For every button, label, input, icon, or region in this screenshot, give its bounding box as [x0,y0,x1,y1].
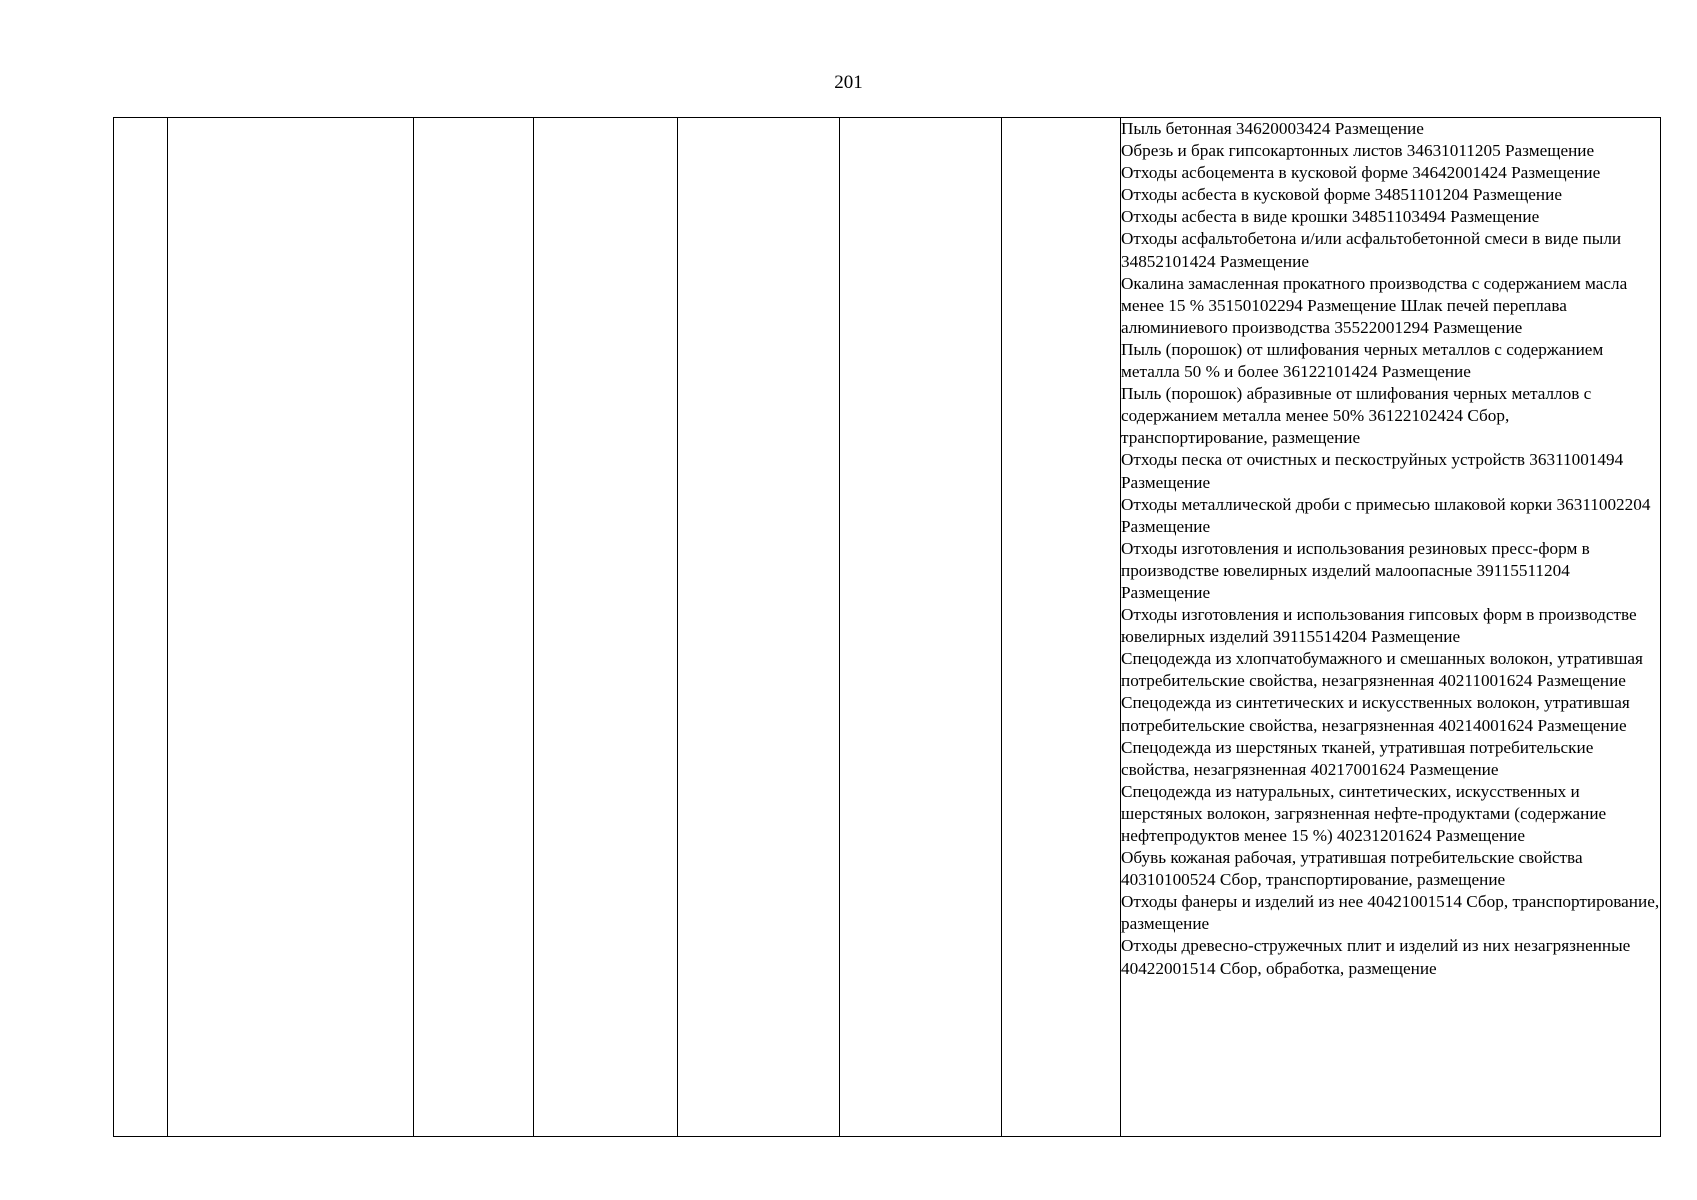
waste-entry: Спецодежда из натуральных, синтетических, искусственных и шерстяных волокон, загрязненная нефте-продуктами (содержание нефтепродуктов менее 15 %) 40231201624 Размещение [1121,781,1607,845]
registry-table [113,117,1661,1137]
waste-entry: Спецодежда из шерстяных тканей, утратившая потребительские свойства, незагрязненная 40217001624 Размещение [1121,737,1594,779]
cell-col-5 [678,118,840,1137]
waste-entry: Обрезь и брак гипсокартонных листов 34631011205 Размещение [1121,141,1595,161]
waste-entry: Спецодежда из синтетических и искусственных волокон, утратившая потребительские свойства, незагрязненная 40214001624 Размещение [1121,693,1630,735]
waste-entry: Спецодежда из хлопчатобумажного и смешанных волокон, утратившая потребительские свойства, незагрязненная 40211001624 Размещение [1121,649,1643,691]
waste-entry: Отходы асфальтобетона и/или асфальтобетонной смеси в виде пыли 34852101424 Размещение [1121,229,1622,271]
waste-entry: Отходы изготовления и использования гипсовых форм в производстве ювелирных изделий 39115514204 Размещение [1121,605,1637,647]
waste-entry: Отходы древесно-стружечных плит и изделий из них незагрязненные 40422001514 Сбор, обработка, размещение [1121,936,1631,978]
waste-entry: Окалина замасленная прокатного производства с содержанием масла менее 15 % 35150102294 Размещение Шлак печей переплава алюминиевого производства 35522001294 Размещение [1121,273,1628,337]
cell-col-6 [840,118,1002,1137]
waste-entry: Пыль бетонная 34620003424 Размещение [1121,119,1424,138]
waste-entry: Отходы асбеста в виде крошки 34851103494 Размещение [1121,207,1540,227]
waste-entry: Пыль (порошок) абразивные от шлифования черных металлов с содержанием металла менее 50% 36122102424 Сбор, транспортирование, размещение [1121,384,1592,448]
waste-entry: Отходы металлической дроби с примесью шлаковой корки 36311002204 Размещение [1121,494,1651,536]
waste-entry: Отходы фанеры и изделий из нее 40421001514 Сбор, транспортирование, размещение [1121,892,1660,934]
waste-entry: Отходы асбеста в кусковой форме 34851101204 Размещение [1121,185,1562,205]
waste-entry: Отходы изготовления и использования резиновых пресс-форм в производстве ювелирных изделий малоопасные 39115511204 Размещение [1121,538,1590,602]
waste-entry: Обувь кожаная рабочая, утратившая потребительские свойства 40310100524 Сбор, транспортирование, размещение [1121,848,1583,890]
waste-list-cell [1121,118,1661,1137]
cell-col-1 [114,118,168,1137]
cell-col-4 [534,118,678,1137]
table-row [114,118,1661,1137]
waste-entry: Отходы песка от очистных и пескоструйных устройств 36311001494 Размещение [1121,450,1624,492]
waste-entry: Пыль (порошок) от шлифования черных металлов с содержанием металла 50 % и более 36122101424 Размещение [1121,339,1604,382]
cell-col-7 [1002,118,1121,1137]
cell-col-3 [414,118,534,1137]
page-number: 201 [834,72,863,93]
waste-entry: Отходы асбоцемента в кусковой форме 34642001424 Размещение [1121,163,1601,183]
cell-col-2 [168,118,414,1137]
